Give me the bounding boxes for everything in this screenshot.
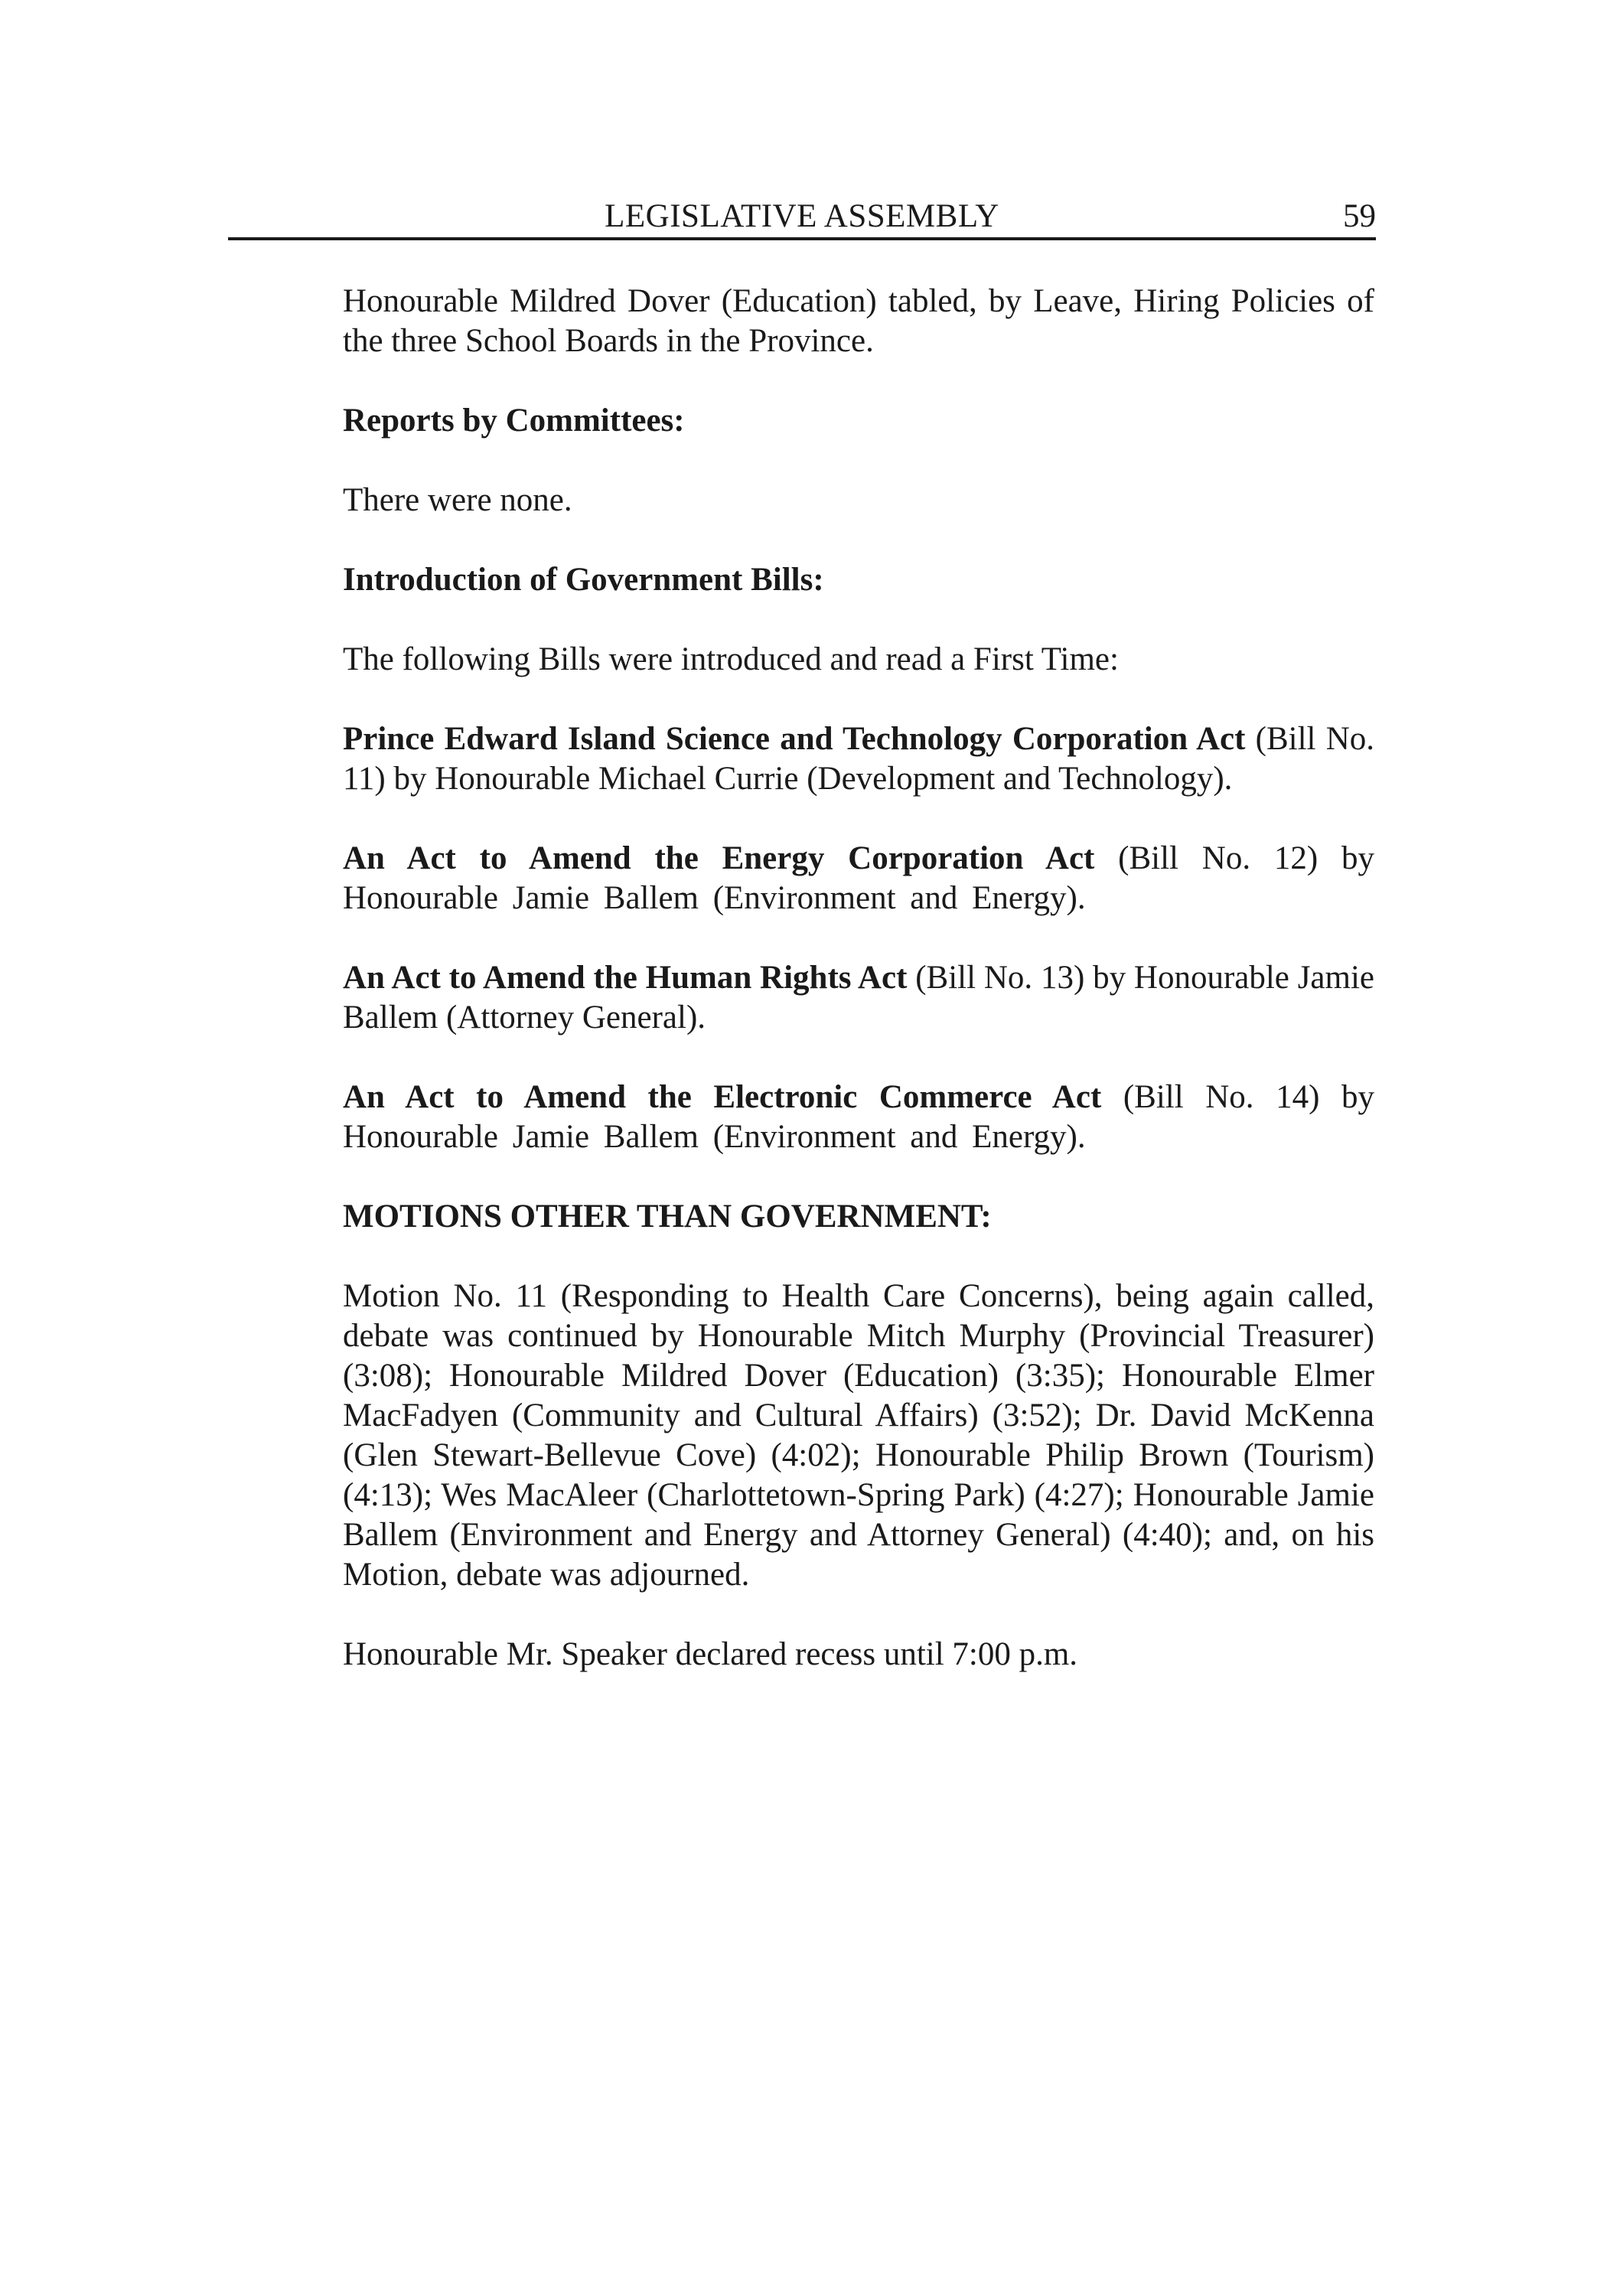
bill-entry [343,958,1374,1038]
bill-title: An Act to Amend the Energy Corporation Act [343,840,1095,876]
tabled-paragraph: Honourable Mildred Dover (Education) tabled, by Leave, Hiring Policies of the three School Boards in the Province. [343,283,1374,359]
running-header-title: LEGISLATIVE ASSEMBLY [605,198,999,234]
bill-entry [343,1078,1374,1157]
page-number: 59 [1343,198,1376,234]
recess-paragraph: Honourable Mr. Speaker declared recess until 7:00 p.m. [343,1636,1078,1672]
bill-entry [343,839,1374,918]
bills-intro-paragraph: The following Bills were introduced and read a First Time: [343,641,1119,677]
bill-details: (Bill No. 12) by Honourable Jamie Ballem (Environment and Energy). [343,840,1375,916]
bill-title: An Act to Amend the Electronic Commerce Act [343,1079,1102,1115]
document-body [343,282,1374,1714]
reports-heading: Reports by Committees: [343,403,685,439]
running-header [228,194,1376,240]
bill-title: Prince Edward Island Science and Technology Corporation Act [343,721,1246,757]
bill-details: (Bill No. 14) by Honourable Jamie Ballem (Environment and Energy). [343,1079,1374,1155]
government-bills-heading: Introduction of Government Bills: [343,562,824,598]
bill-details: (Bill No. 11) by Honourable Michael Currie (Development and Technology). [343,721,1374,797]
bill-details: (Bill No. 13) by Honourable Jamie Ballem (Attorney General). [343,960,1374,1035]
reports-paragraph: There were none. [343,482,572,518]
bill-title: An Act to Amend the Human Rights Act [343,960,908,996]
motions-heading: MOTIONS OTHER THAN GOVERNMENT: [343,1199,992,1234]
motion-paragraph: Motion No. 11 (Responding to Health Care Concerns), being again called, debate was continued by Honourable Mitch Murphy (Provincial Treasurer) (3:08); Honourable Mildred Dover (Education) (3:35); Honourable Elmer MacFadyen (Community and Cultural Affairs) (3:52); Dr. David McKenna (Glen Stewart-Bellevue Cove) (4:02); Honourable Philip Brown (Tourism) (4:13); Wes MacAleer (Charlottetown-Spring Park) (4:27); Honourable Jamie Ballem (Environment and Energy and Attorney General) (4:40); and, on his Motion, debate was adjourned. [343,1278,1374,1593]
bill-entry [343,719,1374,799]
